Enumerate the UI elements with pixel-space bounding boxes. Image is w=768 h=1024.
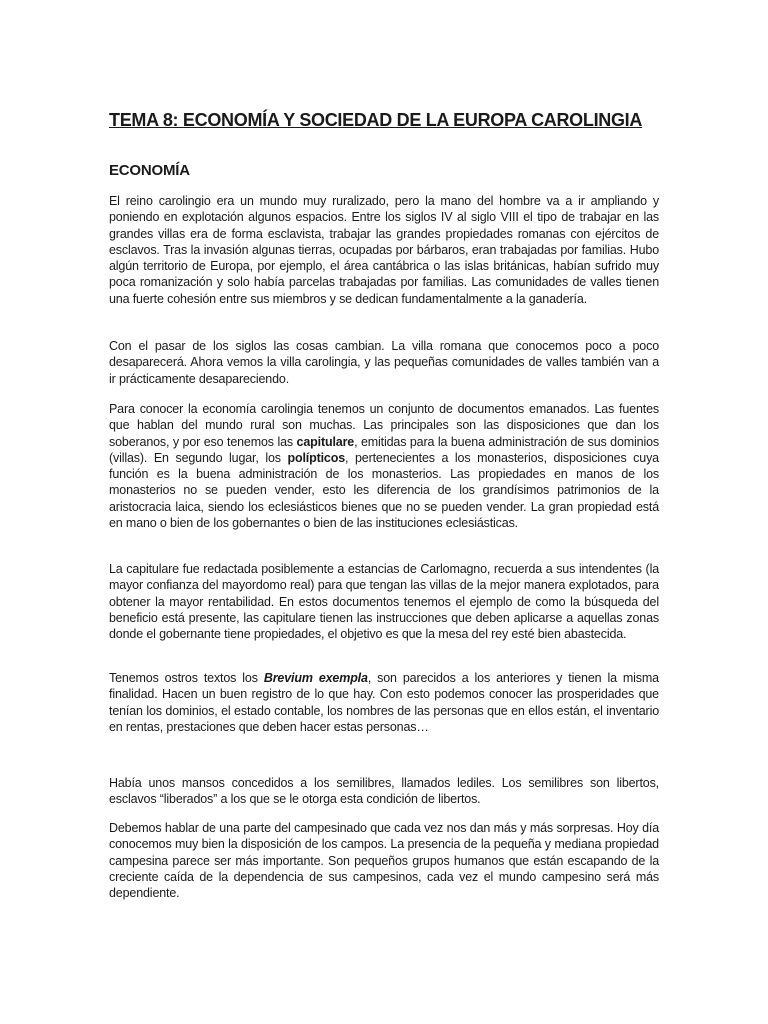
- paragraph-5-text-a: Tenemos ostros textos los: [109, 671, 264, 685]
- term-brevium-exempla: Brevium exempla: [263, 671, 368, 685]
- term-polipticos: polípticos: [287, 450, 346, 465]
- paragraph-1: El reino carolingio era un mundo muy ruralizado, pero la mano del hombre va a ir ampliando y poniendo en explotación algunos espacios. Entre los siglos IV al siglo VIII el tipo de trabajar en las grandes villas era de forma esclavista, trabajar las grandes propiedades romanas con ejércitos de esclavos. Tras la invasión algunas tierras, ocupadas por bárbaros, eran trabajadas por familias. Hubo algún territorio de Europa, por ejemplo, el área cantábrica o las islas británicas, habían sufrido muy poca romanización y solo había parcelas trabajadas por familias. Las comunidades de valles tienen una fuerte cohesión entre sus miembros y se dedican fundamentalmente a la ganadería.: [109, 194, 659, 306]
- paragraph-5: [109, 670, 659, 735]
- document-title: TEMA 8: ECONOMÍA Y SOCIEDAD DE LA EUROPA CAROLINGIA: [109, 110, 643, 130]
- paragraph-3-text-c: , pertenecientes a los monasterios, disposiciones cuya función es la buena administración de los monasterios. Las propiedades en manos de los monasterios no se pueden vender, esto les diferencia de los grandísimos patrimonios de la aristocracia laica, siendo los eclesiásticos bienes que no se pueden vender. La gran propiedad está en mano o bien de los gobernantes o bien de las instituciones eclesiásticas.: [109, 450, 659, 531]
- paragraph-5-text-b: , son parecidos a los anteriores y tienen la misma finalidad. Hacen un buen registro de lo que hay. Con esto podemos conocer las prosperidades que tenían los dominios, el estado contable, los nombres de las personas que en ellos están, el inventario en rentas, prestaciones que deben hacer estas personas…: [109, 671, 659, 734]
- paragraph-2: Con el pasar de los siglos las cosas cambian. La villa romana que conocemos poco a poco desaparecerá. Ahora vemos la villa carolingia, y las pequeñas comunidades de valles también van a ir prácticamente desapareciendo.: [109, 339, 659, 386]
- paragraph-4: La capitulare fue redactada posiblemente a estancias de Carlomagno, recuerda a sus intendentes (la mayor confianza del mayordomo real) para que tengan las villas de la mejor manera explotados, para obtener la mayor rentabilidad. En estos documentos tenemos el ejemplo de como la búsqueda del beneficio está presente, las capitulare tienen las instrucciones que deben aplicarse a aquellas zonas donde el gobernante tiene propiedades, el objetivo es que la mesa del rey esté bien abastecida.: [109, 562, 659, 642]
- paragraph-3: [109, 401, 659, 531]
- paragraph-7: Debemos hablar de una parte del campesinado que cada vez nos dan más y más sorpresas. Hoy día conocemos muy bien la disposición de los campos. La presencia de la pequeña y mediana propiedad campesina parece ser más importante. Son pequeños grupos humanos que están escapando de la creciente caída de la dependencia de sus campesinos, cada vez el mundo campesino será más dependiente.: [109, 821, 659, 901]
- paragraph-6: Había unos mansos concedidos a los semilibres, llamados lediles. Los semilibres son libertos, esclavos “liberados” a los que se le otorga esta condición de libertos.: [109, 776, 659, 807]
- term-capitulare: capitulare: [296, 434, 355, 449]
- section-heading-economia: ECONOMÍA: [109, 162, 190, 179]
- paragraph-3-text-a: Para conocer la economía carolingia tenemos un conjunto de documentos emanados. Las fuentes que hablan del mundo rural son muchas. Las principales son las disposiciones que dan los soberanos, y por eso tenemos las: [109, 402, 659, 449]
- paragraph-3-text-b: , emitidas para la buena administración de sus dominios (villas). En segundo lugar, los: [109, 434, 659, 465]
